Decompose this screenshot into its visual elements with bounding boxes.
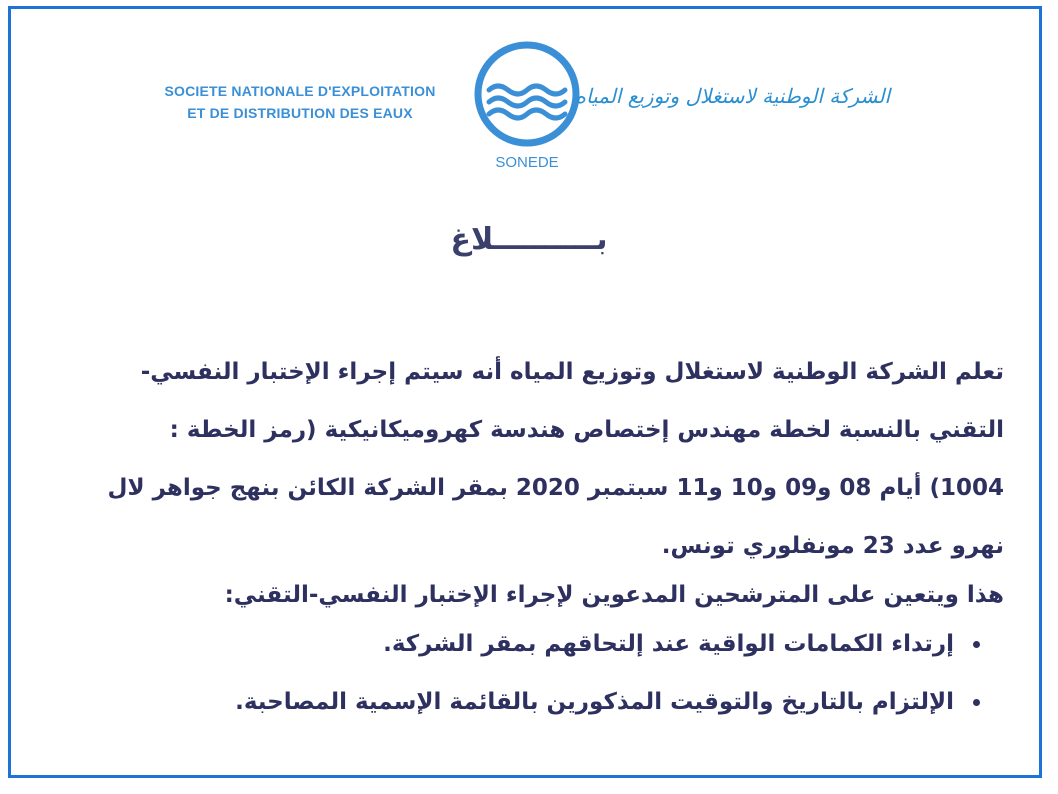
requirement-text: الإلتزام بالتاريخ والتوقيت المذكورين بالقائمة الإسمية المصاحبة. (235, 689, 954, 715)
bullet-icon (973, 699, 980, 706)
requirement-item (44, 673, 1004, 731)
bullet-icon (973, 641, 980, 648)
paragraph-line: 1004) أيام 08 و09 و10 و11 سبتمبر 2020 بمقر الشركة الكائن بنهج جواهر لال (107, 475, 1004, 501)
requirements-list (44, 615, 1004, 731)
paragraph-line: نهرو عدد 23 مونفلوري تونس. (661, 533, 1004, 559)
org-fr-line-1: SOCIETE NATIONALE D'EXPLOITATION (164, 83, 436, 99)
requirement-text: إرتداء الكمامات الواقية عند إلتحاقهم بمقر الشركة. (383, 631, 954, 657)
paragraph-line: تعلم الشركة الوطنية لاستغلال وتوزيع المياه أنه سيتم إجراء الإختبار النفسي- (140, 359, 1004, 385)
notice-title: بــــــــــلاغ (450, 222, 608, 257)
sonede-logo (471, 38, 583, 173)
notice-body (44, 343, 1004, 731)
organization-name-french (150, 80, 450, 124)
requirement-item (44, 615, 1004, 673)
organization-name-arabic: الشركة الوطنية لاستغلال وتوزيع المياه (575, 84, 890, 108)
paragraph-line: التقني بالنسبة لخطة مهندس إختصاص هندسة كهروميكانيكية (رمز الخطة : (169, 417, 1004, 443)
logo-label: SONEDE (495, 154, 559, 171)
notice-paragraph (44, 343, 1004, 575)
org-fr-line-2: ET DE DISTRIBUTION DES EAUX (187, 105, 413, 121)
requirements-intro: هذا ويتعين على المترشحين المدعوين لإجراء الإختبار النفسي-التقني: (224, 582, 1004, 608)
